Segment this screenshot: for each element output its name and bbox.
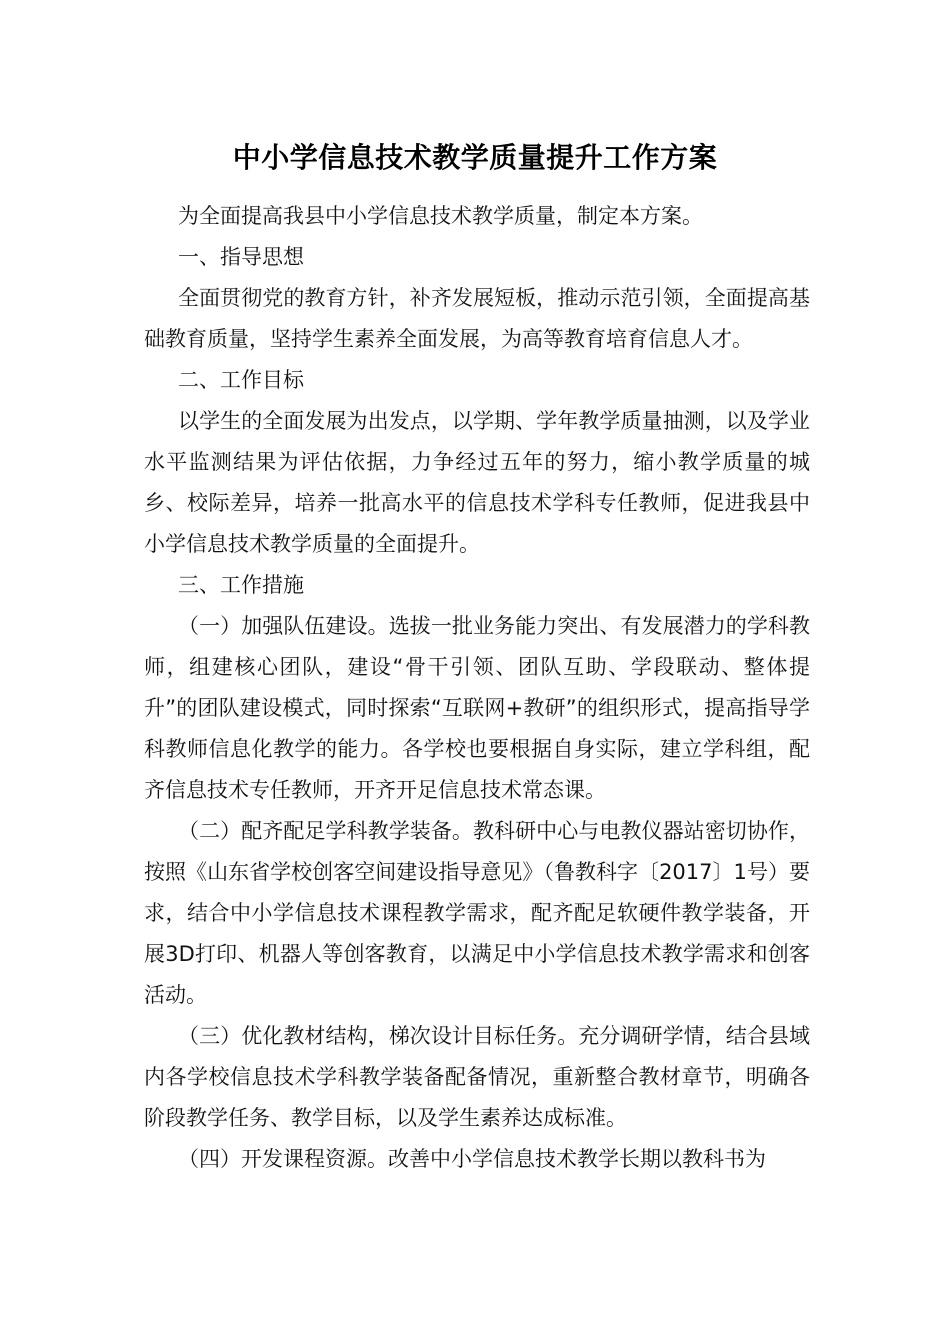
section-heading-guiding-ideology: 一、指导思想	[178, 245, 304, 269]
paragraph-guiding-ideology: 全面贯彻党的教育方针，补齐发展短板，推动示范引领，全面提高基础教育质量，坚持学生素养全面发展，为高等教育培育信息人才。	[144, 286, 810, 351]
section-heading-work-goals: 二、工作目标	[178, 368, 304, 392]
document-body	[144, 196, 810, 1180]
paragraph-measure-3: （三）优化教材结构，梯次设计目标任务。充分调研学情，结合县域内各学校信息技术学科教学装备配备情况，重新整合教材章节，明确各阶段教学任务、教学目标，以及学生素养达成标准。	[144, 1024, 810, 1130]
intro-paragraph: 为全面提高我县中小学信息技术教学质量，制定本方案。	[178, 204, 703, 228]
paragraph-work-goals: 以学生的全面发展为出发点，以学期、学年教学质量抽测，以及学业水平监测结果为评估依据，力争经过五年的努力，缩小教学质量的城乡、校际差异，培养一批高水平的信息技术学科专任教师，促进我县中小学信息技术教学质量的全面提升。	[144, 409, 810, 556]
paragraph-measure-4: （四）开发课程资源。改善中小学信息技术教学长期以教科书为	[178, 1147, 766, 1171]
document-title: 中小学信息技术教学质量提升工作方案	[232, 141, 718, 174]
section-heading-work-measures: 三、工作措施	[178, 573, 304, 597]
paragraph-measure-1: （一）加强队伍建设。选拔一批业务能力突出、有发展潜力的学科教师，组建核心团队，建设“骨干引领、团队互助、学段联动、整体提升”的团队建设模式，同时探索“互联网+教研”的组织形式，提高指导学科教师信息化教学的能力。各学校也要根据自身实际，建立学科组，配齐信息技术专任教师，开齐开足信息技术常态课。	[144, 614, 810, 802]
paragraph-measure-2: （二）配齐配足学科教学装备。教科研中心与电教仪器站密切协作，按照《山东省学校创客空间建设指导意见》（鲁教科字〔2017〕1号）要求，结合中小学信息技术课程教学需求，配齐配足软硬件教学装备，开展3D打印、机器人等创客教育，以满足中小学信息技术教学需求和创客活动。	[144, 819, 810, 1007]
